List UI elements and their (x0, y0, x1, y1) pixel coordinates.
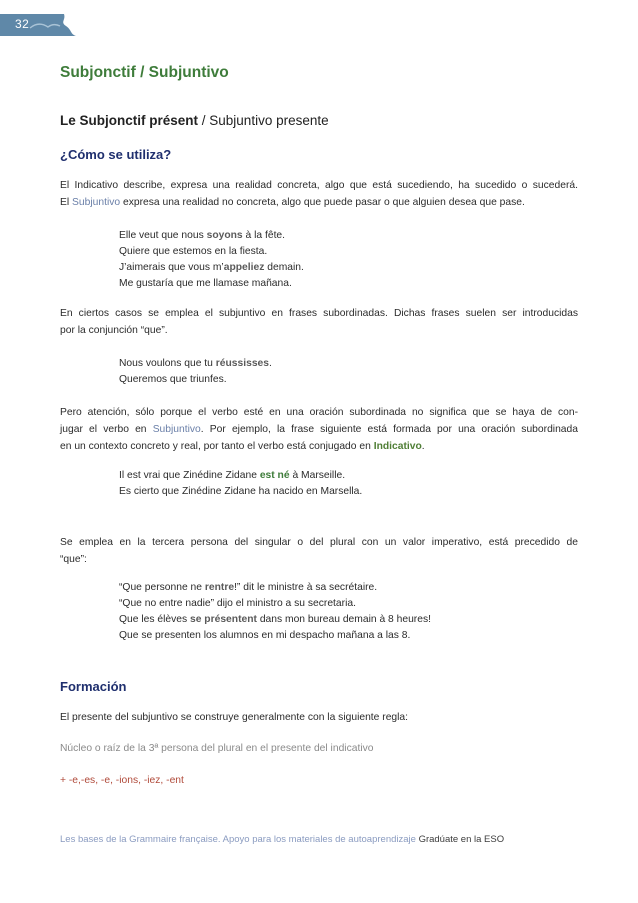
subtitle-es: Subjuntivo presente (209, 113, 329, 128)
text-line: El Indicativo describe, expresa una realidad concreta, algo que está sucediendo, ha sucedido o sucederá. (60, 180, 578, 191)
example-line: J’aimerais que vous m’appeliez demain. (119, 262, 304, 273)
example-line: Quiere que estemos en la fiesta. (119, 246, 268, 257)
text-line: jugar el verbo en Subjuntivo. Por ejemplo, la frase siguiente está formada por una oración subordinada (60, 424, 578, 435)
subtitle-fr: Le Subjonctif présent (60, 113, 199, 128)
example-line: “Que no entre nadie” dijo el ministro a su secretaria. (119, 598, 356, 609)
examples-block-2 (119, 356, 272, 388)
text-line: por la conjunción “que”. (60, 325, 168, 336)
example-line: Que se presenten los alumnos en mi despacho mañana a las 8. (119, 630, 411, 641)
page-tab-wave-icon (0, 14, 80, 36)
text-line: “que”: (60, 554, 87, 565)
example-line: Me gustaría que me llamase mañana. (119, 278, 292, 289)
example-line: “Que personne ne rentre!” dit le ministre à sa secrétaire. (119, 582, 378, 593)
text-line: El Subjuntivo expresa una realidad no concreta, algo que puede pasar o que alguien desea que pase. (60, 197, 525, 208)
page-title: Subjonctif / Subjuntivo (60, 64, 229, 81)
example-line: Elle veut que nous soyons à la fête. (119, 230, 286, 241)
text-line: En ciertos casos se emplea el subjuntivo en frases subordinadas. Dichas frases suelen ser introducidas (60, 308, 578, 319)
paragraph-imperativo (60, 534, 578, 568)
subjuntivo-term: Subjuntivo (72, 197, 121, 208)
paragraph-nucleo (60, 740, 578, 757)
example-line: Nous voulons que tu réussisses. (119, 358, 272, 369)
text-line: en un contexto concreto y real, por tanto el verbo está conjugado en Indicativo. (60, 441, 425, 452)
page-number-tab (0, 14, 80, 36)
lesson-subtitle (60, 113, 329, 128)
example-line: Que les élèves se présentent dans mon bureau demain à 8 heures! (119, 614, 431, 625)
examples-block-1 (119, 228, 304, 292)
examples-block-3 (119, 468, 362, 500)
text-line: Núcleo o raíz de la 3ª persona del plural en el presente del indicativo (60, 743, 374, 754)
page-number: 32 (15, 17, 30, 31)
paragraph-regla (60, 709, 578, 726)
paragraph-terminaciones (60, 772, 578, 789)
endings-line: + -e,-es, -e, -ions, -iez, -ent (60, 775, 184, 786)
como-heading: ¿Cómo se utiliza? (60, 147, 172, 162)
paragraph-subordinadas (60, 305, 578, 339)
formacion-heading: Formación (60, 679, 127, 694)
example-line: Il est vrai que Zinédine Zidane est né à Marseille. (119, 470, 346, 481)
page-footer (60, 834, 504, 845)
subtitle-separator: / (198, 113, 210, 128)
text-line: El presente del subjuntivo se construye generalmente con la siguiente regla: (60, 712, 409, 723)
examples-block-4 (119, 580, 431, 644)
paragraph-atencion (60, 404, 578, 455)
paragraph-indicativo (60, 177, 578, 211)
footer-program-text: Gradúate en la ESO (418, 834, 505, 845)
footer-series-text: Les bases de la Grammaire française. Apoyo para los materiales de autoaprendizaje (60, 834, 419, 845)
example-line: Es cierto que Zinédine Zidane ha nacido en Marsella. (119, 486, 363, 497)
example-line: Queremos que triunfes. (119, 374, 227, 385)
text-line: Pero atención, sólo porque el verbo esté en una oración subordinada no significa que se haya de con- (60, 407, 578, 418)
text-line: Se emplea en la tercera persona del singular o del plural con un valor imperativo, está precedido de (60, 537, 578, 548)
